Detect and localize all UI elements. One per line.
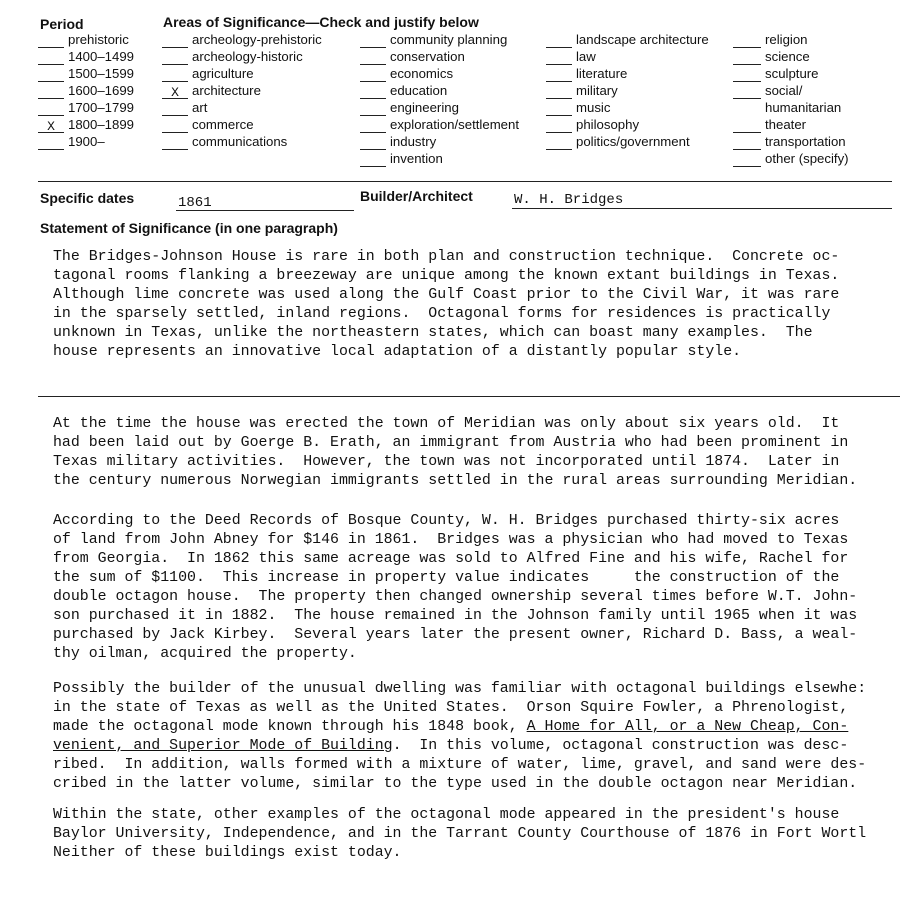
builder-architect-value[interactable]: W. H. Bridges: [514, 192, 624, 208]
builder-architect-label: Builder/Architect: [360, 188, 473, 204]
checkbox-blank[interactable]: [546, 86, 572, 99]
checkbox-blank[interactable]: [546, 103, 572, 116]
period-item[interactable]: prehistoric: [38, 31, 134, 48]
checkbox-blank[interactable]: [360, 35, 386, 48]
checkbox-blank[interactable]: [733, 86, 761, 99]
checkbox-blank[interactable]: [360, 137, 386, 150]
book-title: A Home for All, or a New Cheap, Con-: [526, 719, 849, 735]
checkbox-blank[interactable]: [38, 137, 64, 150]
area-item[interactable]: art: [162, 99, 322, 116]
area-item[interactable]: agriculture: [162, 65, 322, 82]
area-item[interactable]: community planning: [360, 31, 519, 48]
area-item[interactable]: engineering: [360, 99, 519, 116]
area-item[interactable]: archeology-prehistoric: [162, 31, 322, 48]
builder-underline: [512, 208, 892, 209]
paragraph-5: Within the state, other examples of the octagonal mode appeared in the president's house Baylor University, Independence, and in the Tarrant County Courthouse of 1876 in Fort Wortl Neither of these buildings exist today.: [53, 807, 867, 861]
checkbox-blank[interactable]: [733, 120, 761, 133]
area-item[interactable]: theater: [733, 116, 849, 133]
period-item[interactable]: 1500–1599: [38, 65, 134, 82]
area-item[interactable]: education: [360, 82, 519, 99]
period-item[interactable]: 1900–: [38, 133, 134, 150]
areas-column-2: [360, 31, 519, 167]
specific-dates-value[interactable]: 1861: [178, 195, 212, 211]
period-list: [38, 31, 134, 150]
checkbox-blank[interactable]: [360, 103, 386, 116]
checkbox-blank[interactable]: [38, 52, 64, 65]
area-item[interactable]: economics: [360, 65, 519, 82]
period-item[interactable]: 1400–1499: [38, 48, 134, 65]
checkbox-blank[interactable]: [162, 69, 188, 82]
area-item[interactable]: music: [546, 99, 709, 116]
paragraph-3: According to the Deed Records of Bosque County, W. H. Bridges purchased thirty-six acres of land from John Abney for $146 in 1861. Bridges was a physician who had moved to Texas from Georgia. In 1862 this same acreage was sold to Alfred Fine and his wife, Rachel for the sum of $1100. This increase in property value indicates the construction of the double octagon house. The property then changed ownership several times before W.T. John- son purchased it in 1882. The house remained in the Johnson family until 1965 when it was purchased by Jack Kirbey. Several years later the present owner, Richard D. Bass, a weal- thy oilman, acquired the property.: [53, 513, 858, 662]
checkbox-blank[interactable]: [360, 154, 386, 167]
paragraph-2: At the time the house was erected the town of Meridian was only about six years old. It had been laid out by Goerge B. Erath, an immigrant from Austria who had been prominent in Texas military activities. However, the town was not incorporated until 1874. Later in the century numerous Norwegian immigrants settled in the rural areas surrounding Meridian.: [53, 416, 858, 489]
section-divider: [38, 181, 892, 182]
checkbox-blank[interactable]: [546, 120, 572, 133]
checkbox-blank[interactable]: [38, 35, 64, 48]
area-item[interactable]: X architecture: [162, 82, 322, 99]
area-item[interactable]: philosophy: [546, 116, 709, 133]
period-item[interactable]: X 1800–1899: [38, 116, 134, 133]
areas-heading: Areas of Significance—Check and justify below: [163, 14, 479, 30]
specific-dates-label: Specific dates: [40, 190, 135, 206]
book-title: venient, and Superior Mode of Building: [53, 738, 393, 754]
paragraph-1: The Bridges-Johnson House is rare in both plan and construction technique. Concrete oc- tagonal rooms flanking a breezeway are unique among the known extant buildings in Texas. Although lime concrete was used along the Gulf Coast prior to the Civil War, it was rare in the sparsely settled, inland regions. Octagonal forms for residences is practically unknown in Texas, unlike the northeastern states, which can boast many examples. The house represents an innovative local adaptation of a distantly popular style.: [53, 249, 840, 360]
checkbox-blank[interactable]: [38, 86, 64, 99]
checkbox-blank[interactable]: [360, 52, 386, 65]
area-item[interactable]: military: [546, 82, 709, 99]
checkbox-blank[interactable]: [546, 137, 572, 150]
area-item[interactable]: law: [546, 48, 709, 65]
checkbox-blank[interactable]: [733, 52, 761, 65]
areas-column-1: [162, 31, 322, 150]
area-item[interactable]: archeology-historic: [162, 48, 322, 65]
checkbox-blank[interactable]: [546, 52, 572, 65]
checkbox-blank[interactable]: [162, 103, 188, 116]
area-item[interactable]: exploration/settlement: [360, 116, 519, 133]
checkbox-blank[interactable]: [733, 69, 761, 82]
checkbox-blank[interactable]: [546, 69, 572, 82]
checkbox-blank[interactable]: [360, 120, 386, 133]
paragraph-divider: [38, 396, 900, 397]
checkbox-blank[interactable]: [162, 137, 188, 150]
area-item[interactable]: science: [733, 48, 849, 65]
checkbox-blank[interactable]: [162, 52, 188, 65]
period-heading: Period: [40, 16, 84, 32]
areas-column-4: [733, 31, 849, 167]
checkbox-blank[interactable]: [162, 120, 188, 133]
checkbox-blank[interactable]: [733, 154, 761, 167]
area-item[interactable]: literature: [546, 65, 709, 82]
area-item[interactable]: politics/government: [546, 133, 709, 150]
checkbox-blank[interactable]: [162, 35, 188, 48]
checkbox-blank[interactable]: [360, 86, 386, 99]
checkbox-blank[interactable]: X: [162, 86, 188, 99]
area-item[interactable]: commerce: [162, 116, 322, 133]
period-item[interactable]: 1600–1699: [38, 82, 134, 99]
areas-column-3: [546, 31, 709, 150]
checkbox-blank[interactable]: [38, 103, 64, 116]
area-item[interactable]: invention: [360, 150, 519, 167]
checkbox-blank[interactable]: [733, 35, 761, 48]
area-item[interactable]: communications: [162, 133, 322, 150]
checkbox-blank[interactable]: [733, 137, 761, 150]
checkbox-blank[interactable]: [360, 69, 386, 82]
area-item[interactable]: conservation: [360, 48, 519, 65]
checkbox-blank[interactable]: [546, 35, 572, 48]
area-item[interactable]: other (specify): [733, 150, 849, 167]
area-item[interactable]: landscape architecture: [546, 31, 709, 48]
area-item[interactable]: transportation: [733, 133, 849, 150]
area-item[interactable]: religion: [733, 31, 849, 48]
area-item-continuation: humanitarian: [765, 100, 842, 115]
area-item[interactable]: sculpture: [733, 65, 849, 82]
area-item[interactable]: social/: [733, 82, 849, 99]
checkbox-blank[interactable]: X: [38, 120, 64, 133]
dates-underline: [176, 210, 354, 211]
checkbox-blank[interactable]: [38, 69, 64, 82]
area-item[interactable]: industry: [360, 133, 519, 150]
period-item[interactable]: 1700–1799: [38, 99, 134, 116]
statement-of-significance-label: Statement of Significance (in one paragraph): [40, 220, 338, 236]
paragraph-4: Possibly the builder of the unusual dwelling was familiar with octagonal buildings elsewhe: in the state of Texas as well as the United States. Orson Squire Fowler, a Phrenologist, made the octagonal mode known through his 1848 book, A Home for All, or a New Cheap, Con- venient, and Superior Mode of Building. In this volume, octagonal construction was desc- ribed. In addition, walls formed with a mixture of water, lime, gravel, and sand were des- cribed in the latter volume, similar to the type used in the double octagon near Meridian.: [53, 681, 867, 792]
